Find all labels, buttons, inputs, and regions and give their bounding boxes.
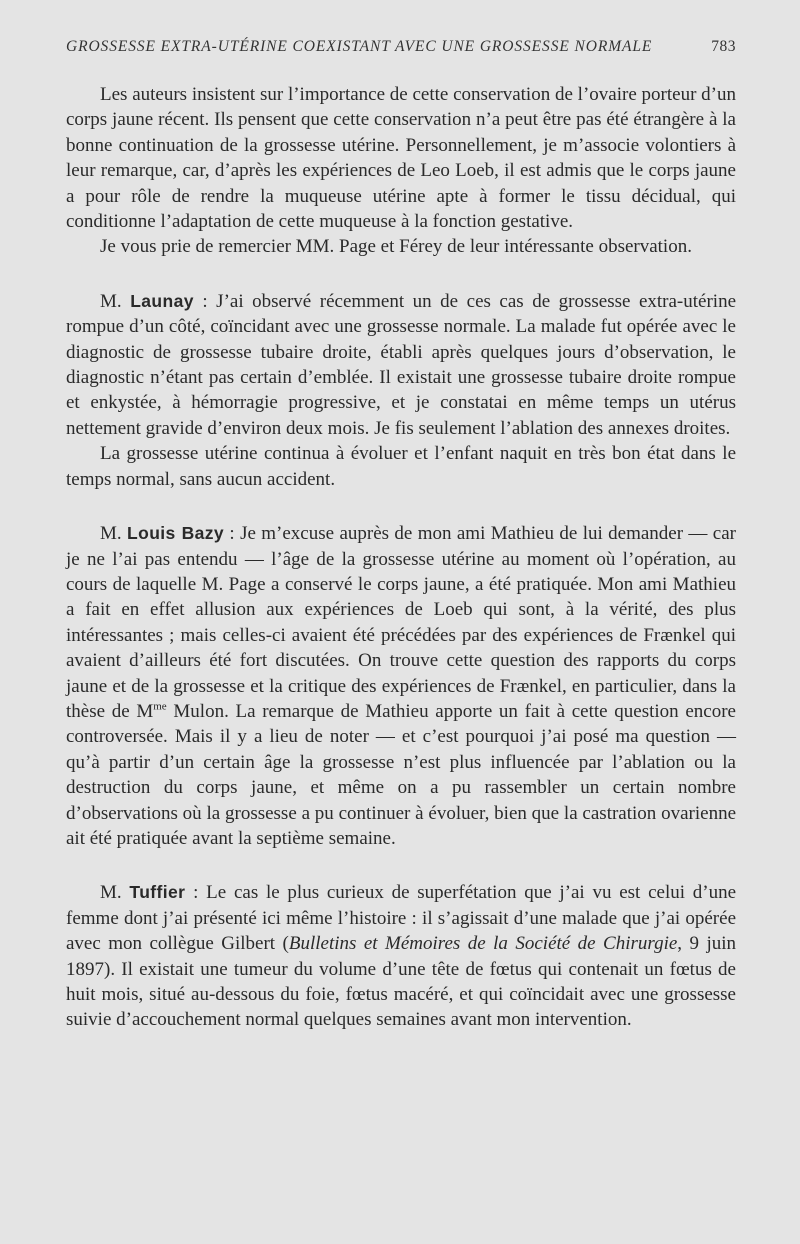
paragraph: Les auteurs insistent sur l’importance de cette conservation de l’ovaire porteur d’un corps jaune récent. Ils pensent que cette conservation n’a peut être pas été étrangère à la bonne continuation de la grossesse utérine. Personnellement, je m’associe volontiers à leur remarque, car, d’après les expériences de Leo Loeb, il est admis que le corps jaune a pour rôle de rendre la muqueuse utérine apte à former le tissu décidual, qui conditionne l’adaptation de cette muqueuse à la fonction gestative.	[66, 84, 736, 233]
title-prefix: M.	[100, 882, 122, 904]
paragraph	[66, 289, 736, 441]
paragraph	[66, 521, 736, 851]
paragraph-text: , 9 juin 1897). Il existait une tumeur du volume d’une tête de fœtus qui contenait un fœtus de huit mois, situé au-dessous du foie, fœtus macéré, et qui coïncidait avec une grossesse suivie d’accouchement normal quelques semaines avant mon intervention.	[66, 933, 736, 1031]
page-number: 783	[711, 38, 736, 55]
section-louis-bazy	[66, 521, 736, 851]
paragraph-text: : Le cas le plus curieux de superfétation que j’ai vu est celui d’une femme dont j’ai présenté ici même l’histoire : il s’agissait d’une malade que j’ai opérée avec mon collègue Gilbert (	[66, 882, 737, 955]
speaker-name: Tuffier	[129, 882, 186, 903]
speaker-name: Louis Bazy	[127, 523, 225, 544]
section-tuffier	[66, 880, 736, 1032]
running-header	[66, 38, 736, 56]
paragraph: Je vous prie de remercier MM. Page et Férey de leur intéressante observation.	[100, 236, 692, 258]
section-divider	[66, 851, 736, 880]
section-launay	[66, 289, 736, 492]
paragraph-text: : J’ai observé récemment un de ces cas de grossesse extra-utérine rompue d’un côté, coïncidant avec une grossesse normale. La malade fut opérée avec le diagnostic de grossesse tubaire droite, établi après quelques jours d’observation, le diagnostic n’étant pas certain d’emblée. Il existait une grossesse tubaire droite rompue et enkystée, à hémorragie progressive, et je constatai en même temps un utérus nettement gravide d’environ deux mois. Je fis seulement l’ablation des annexes droites.	[66, 290, 737, 439]
reference-title: Bulletins et Mémoires de la Société de Chirurgie	[288, 933, 678, 955]
section-divider	[66, 260, 736, 289]
paragraph: La grossesse utérine continua à évoluer et l’enfant naquit en très bon état dans le temps normal, sans aucun accident.	[66, 443, 736, 490]
title-prefix: M.	[100, 523, 122, 545]
paragraph-text: : Je m’excuse auprès de mon ami Mathieu de lui demander — car je ne l’ai pas entendu — l’âge de la grossesse utérine au moment où l’opération, au cours de laquelle M. Page a conservé le corps jaune, a été pratiquée. Mon ami Mathieu a fait en effet allusion aux expériences de Loeb qui sont, à la vérité, des plus intéressantes ; mais celles-ci avaient été précédées par des expériences de Frænkel qui avaient d’ailleurs été fort discutées. On trouve cette question des rapports du corps jaune et de la grossesse et la critique des expériences de Frænkel, en particulier, dans la thèse de M	[66, 523, 736, 722]
paragraph	[66, 880, 736, 1032]
running-title: GROSSESSE EXTRA-UTÉRINE COEXISTANT AVEC UNE GROSSESSE NORMALE	[66, 38, 653, 55]
section-divider	[66, 492, 736, 521]
speaker-name: Launay	[130, 290, 194, 311]
section-mathieu-conclusion	[66, 82, 736, 260]
title-prefix: M.	[100, 290, 122, 312]
paragraph-text: Mulon. La remarque de Mathieu apporte un fait à cette question encore controversée. Mais il y a lieu de noter — et c’est pourquoi j’ai posé ma question — qu’à partir d’un certain âge la grossesse n’est plus influencée par l’ablation ou la destruction du corps jaune, et même on a pu rassembler un certain nombre d’observations où la grossesse a pu continuer à évoluer, bien que la castration ovarienne ait été pratiquée avant la septième semaine.	[66, 700, 736, 849]
honorific-superscript: me	[153, 700, 167, 713]
